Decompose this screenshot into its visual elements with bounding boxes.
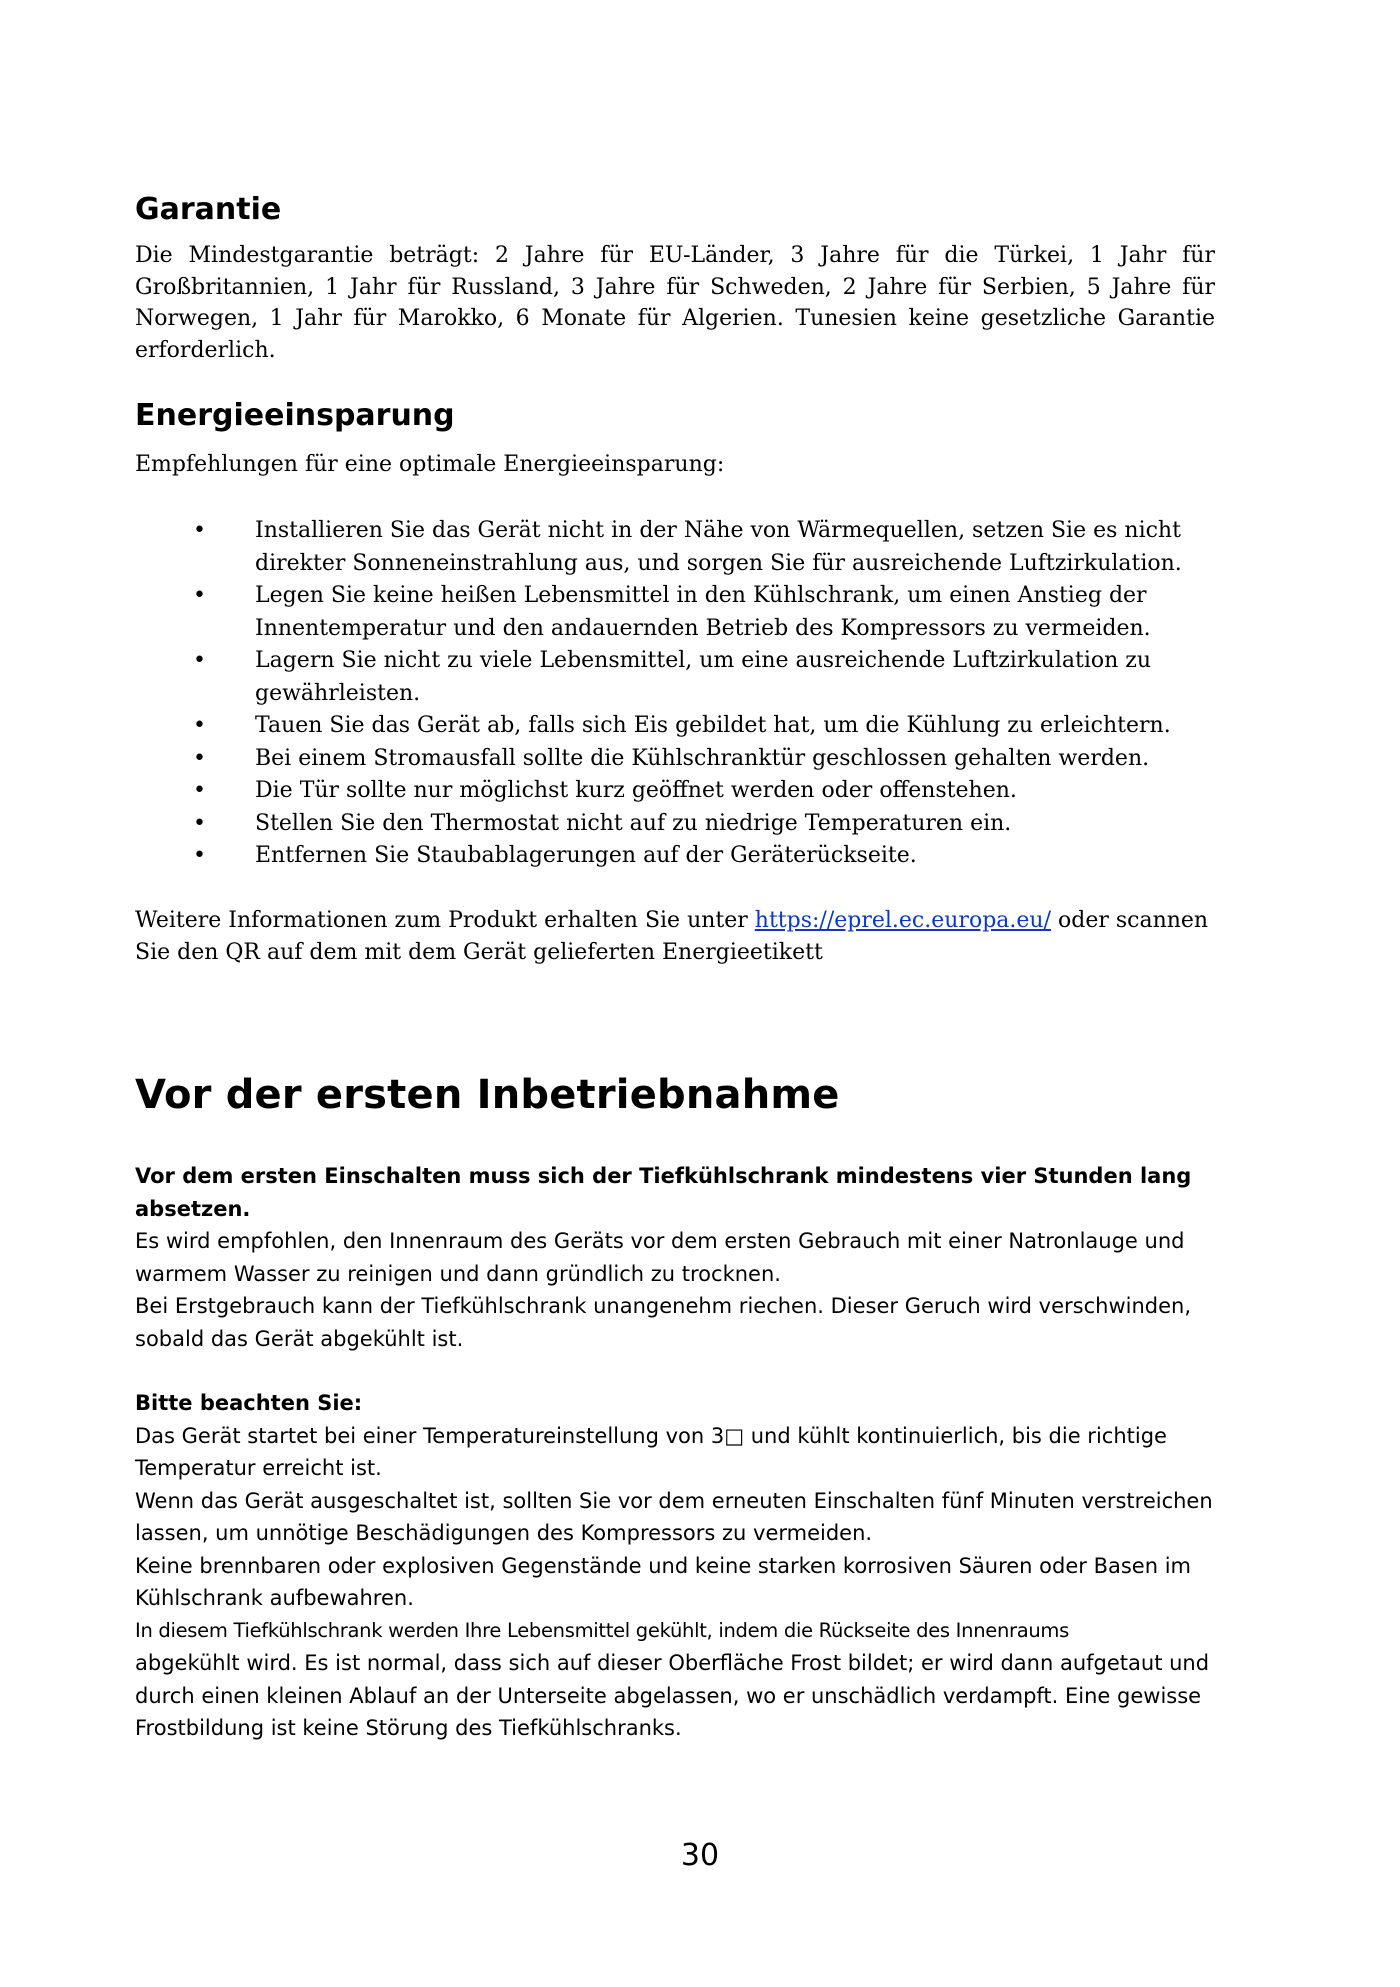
note-4-rest: abgekühlt wird. Es ist normal, dass sich auf dieser Oberfläche Frost bildet; er wird dann aufgetaut und durch einen kleinen Ablauf an der Unterseite abgelassen, wo er unschädlich verdampft. Eine gewisse Frostbildung ist keine Störung des Tiefkühlschranks. bbox=[135, 1651, 1210, 1740]
eprel-link[interactable]: https://eprel.ec.europa.eu/ bbox=[754, 908, 1051, 933]
list-item: • Lagern Sie nicht zu viele Lebensmittel, um eine ausreichende Luftzirkulation zu gewährleisten. bbox=[135, 645, 1215, 710]
list-item: • Die Tür sollte nur möglichst kurz geöffnet werden oder offenstehen. bbox=[135, 775, 1215, 808]
inbetriebnahme-body bbox=[135, 1160, 1215, 1745]
note-1: Das Gerät startet bei einer Temperatureinstellung von 3□ und kühlt kontinuierlich, bis die richtige Temperatur erreicht ist. bbox=[135, 1423, 1167, 1480]
list-item: • Stellen Sie den Thermostat nicht auf zu niedrige Temperaturen ein. bbox=[135, 808, 1215, 841]
more-info-after: oder scannen Sie den QR auf dem mit dem Gerät gelieferten Energieetikett bbox=[135, 908, 1209, 965]
inbetriebnahme-p1: Es wird empfohlen, den Innenraum des Geräts vor dem ersten Gebrauch mit einer Natronlauge und warmem Wasser zu reinigen und dann gründlich zu trocknen. bbox=[135, 1229, 1185, 1286]
inbetriebnahme-p2: Bei Erstgebrauch kann der Tiefkühlschrank unangenehm riechen. Dieser Geruch wird verschwinden, sobald das Gerät abgekühlt ist. bbox=[135, 1294, 1192, 1351]
note-heading: Bitte beachten Sie: bbox=[135, 1391, 363, 1415]
list-item: • Entfernen Sie Staubablagerungen auf der Geräterückseite. bbox=[135, 840, 1215, 873]
garantie-text: Die Mindestgarantie beträgt: 2 Jahre für EU-Länder, 3 Jahre für die Türkei, 1 Jahr für Großbritannien, 1 Jahr für Russland, 3 Jahre für Schweden, 2 Jahre für Serbien, 5 Jahre für Norwegen, 1 Jahr für Marokko, 6 Monate für Algerien. Tunesien keine gesetzliche Garantie erforderlich. bbox=[135, 243, 1215, 363]
energie-intro: Empfehlungen für eine optimale Energieeinsparung: bbox=[135, 452, 725, 477]
more-info-before: Weitere Informationen zum Produkt erhalten Sie unter bbox=[135, 908, 755, 933]
garantie-heading: Garantie bbox=[135, 192, 282, 227]
list-item: • Bei einem Stromausfall sollte die Kühlschranktür geschlossen gehalten werden. bbox=[135, 743, 1215, 776]
inbetriebnahme-bold-intro: Vor dem ersten Einschalten muss sich der Tiefkühlschrank mindestens vier Stunden lang absetzen. bbox=[135, 1164, 1192, 1221]
inbetriebnahme-heading: Vor der ersten Inbetriebnahme bbox=[135, 1072, 840, 1118]
list-item: • Tauen Sie das Gerät ab, falls sich Eis gebildet hat, um die Kühlung zu erleichtern. bbox=[135, 710, 1215, 743]
more-info-text bbox=[135, 905, 1215, 969]
note-4-first-line: In diesem Tiefkühlschrank werden Ihre Lebensmittel gekühlt, indem die Rückseite des Innenraums bbox=[135, 1618, 1069, 1642]
list-item: • Installieren Sie das Gerät nicht in der Nähe von Wärmequellen, setzen Sie es nicht direkter Sonneneinstrahlung aus, und sorgen Sie für ausreichende Luftzirkulation. bbox=[135, 515, 1215, 580]
page-number: 30 bbox=[680, 1838, 720, 1873]
energie-tips-list bbox=[135, 515, 1215, 873]
list-item: • Legen Sie keine heißen Lebensmittel in den Kühlschrank, um einen Anstieg der Innentemperatur und den andauernden Betrieb des Kompressors zu vermeiden. bbox=[135, 580, 1215, 645]
note-2: Wenn das Gerät ausgeschaltet ist, sollten Sie vor dem erneuten Einschalten fünf Minuten verstreichen lassen, um unnötige Beschädigungen des Kompressors zu vermeiden. bbox=[135, 1488, 1213, 1545]
energieeinsparung-heading: Energieeinsparung bbox=[135, 398, 455, 433]
note-3: Keine brennbaren oder explosiven Gegenstände und keine starken korrosiven Säuren oder Basen im Kühlschrank aufbewahren. bbox=[135, 1553, 1191, 1610]
